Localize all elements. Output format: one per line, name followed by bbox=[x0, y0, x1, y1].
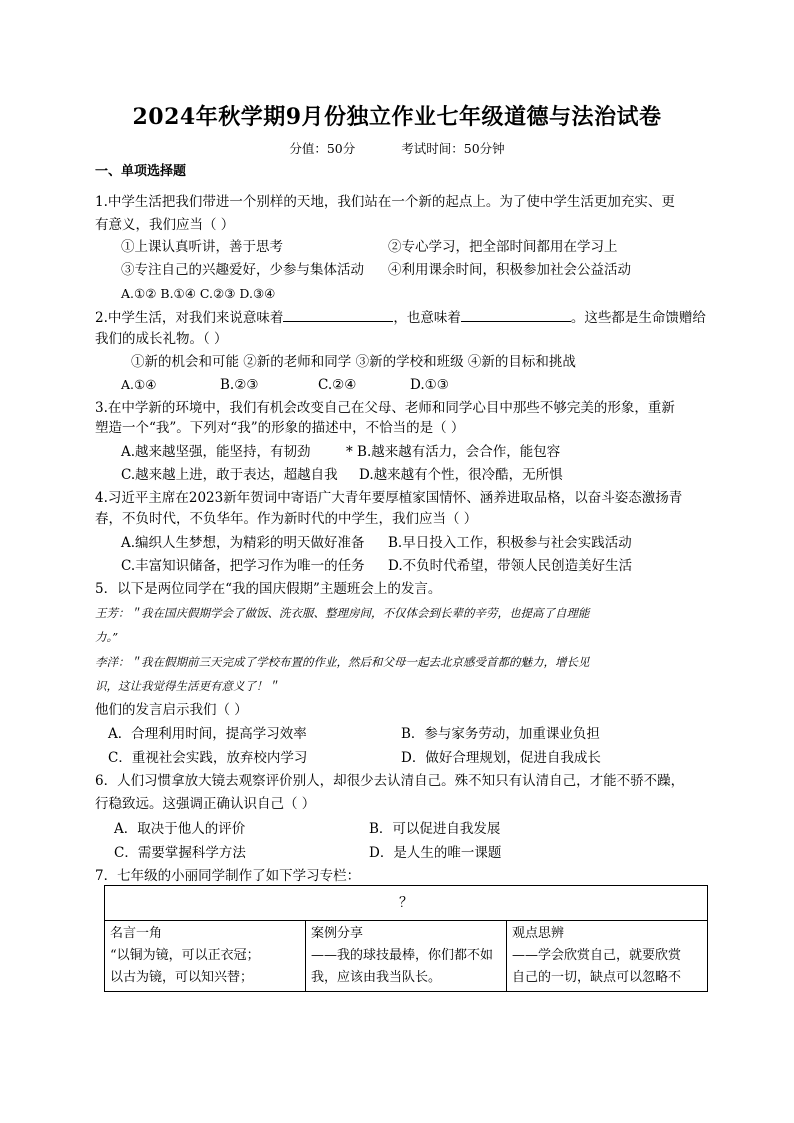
q5-option-c: C．重视社会实践，放弃校内学习 bbox=[108, 750, 308, 766]
q4-option-d: D.不负时代希望，带领人民创造美好生活 bbox=[388, 558, 633, 574]
q5-li-line2: 识，这让我觉得生活更有意义了！＂ bbox=[95, 679, 279, 693]
quotes-title: 名言一角 bbox=[110, 926, 163, 941]
q2-option-b: B.②③ bbox=[220, 377, 259, 393]
q5-li-line1: 李洋：＂我在假期前三天完成了学校布置的作业，然后和父母一起去北京感受首都的魅力，增长见 bbox=[95, 655, 590, 669]
q2-blank-2 bbox=[461, 307, 571, 322]
cases-line2: 我，应该由我当队长。 bbox=[311, 970, 442, 985]
views-title: 观点思辨 bbox=[512, 926, 565, 941]
q4-option-c: C.丰富知识储备，把学习作为唯一的任务 bbox=[121, 558, 365, 574]
q2-stem-part1: 2.中学生活，对我们来说意味着 bbox=[95, 310, 284, 326]
q3-option-a: A.越来越坚强，能坚持，有韧劲 bbox=[121, 444, 311, 460]
q2-blank-1 bbox=[283, 307, 393, 322]
q5-option-b: B．参与家务劳动，加重课业负担 bbox=[401, 726, 600, 742]
q3-stem-line2: 塑造一个“我”。下列对“我”的形象的描述中，不恰当的是（ ） bbox=[95, 420, 465, 436]
table-cell-quotes bbox=[105, 921, 306, 992]
q3-option-c: C.越来越上进，敢于表达，超越自我 bbox=[121, 467, 338, 483]
q3-option-b: * B.越来越有活力，会合作，能包容 bbox=[346, 444, 561, 460]
q7-stem: 7．七年级的小丽同学制作了如下学习专栏： bbox=[95, 868, 361, 884]
table-title-cell: ？ bbox=[105, 886, 708, 921]
q4-stem-line2: 春，不负时代，不负华年。作为新时代的中学生，我们应当（ ） bbox=[95, 511, 478, 527]
q3-stem-line1: 3.在中学新的环境中，我们有机会改变自己在父母、老师和同学心目中那些不够完美的形象，重新 bbox=[95, 400, 675, 416]
exam-title: 2024年秋学期9月份独立作业七年级道德与法治试卷 bbox=[132, 104, 662, 130]
q5-option-a: A．合理利用时间，提高学习效率 bbox=[108, 726, 307, 742]
q4-option-a: A.编织人生梦想，为精彩的明天做好准备 bbox=[121, 535, 365, 551]
cases-line1: ——我的球技最棒，你们都不如 bbox=[311, 948, 494, 963]
q2-option-c: C.②④ bbox=[318, 377, 357, 393]
exam-score: 分值：50分 bbox=[289, 141, 356, 156]
section-heading: 一、单项选择题 bbox=[95, 164, 187, 179]
q5-stem: 5．以下是两位同学在“我的国庆假期”主题班会上的发言。 bbox=[95, 581, 442, 597]
q6-stem-line1: 6．人们习惯拿放大镜去观察评价别人，却很少去认清自己。殊不知只有认清自己，才能不骄不躁， bbox=[95, 773, 685, 789]
q2-stem-line1 bbox=[95, 307, 706, 327]
q2-stem-line2: 我们的成长礼物。（ ） bbox=[95, 331, 228, 347]
q1-stem-line2: 有意义，我们应当（ ） bbox=[95, 217, 235, 233]
q5-option-d: D．做好合理规划，促进自我成长 bbox=[401, 750, 601, 766]
q2-stem-part2: ，也意味着 bbox=[393, 310, 461, 326]
q5-question: 他们的发言启示我们（ ） bbox=[95, 702, 248, 718]
q1-statement-2: ②专心学习，把全部时间都用在学习上 bbox=[388, 239, 618, 255]
q6-option-a: A．取决于他人的评价 bbox=[114, 821, 246, 837]
quotes-line2: 以古为镜，可以知兴替； bbox=[110, 970, 254, 985]
views-line2: 自己的一切，缺点可以忽略不 bbox=[512, 970, 682, 985]
quotes-line1: “以铜为镜，可以正衣冠； bbox=[110, 948, 260, 963]
q5-wang-line1: 王芳：＂我在国庆假期学会了做饭、洗衣服、整理房间，不仅体会到长辈的辛劳，也提高了自理能 bbox=[95, 606, 590, 620]
q1-statement-3: ③专注自己的兴趣爱好，少参与集体活动 bbox=[121, 262, 364, 278]
q2-option-d: D.①③ bbox=[410, 377, 449, 393]
q6-option-c: C．需要掌握科学方法 bbox=[114, 845, 246, 861]
q4-stem-line1: 4.习近平主席在2023新年贺词中寄语广大青年要厚植家国情怀、涵养进取品格，以奋斗姿态激扬青 bbox=[95, 490, 683, 506]
q1-statement-1: ①上课认真听讲，善于思考 bbox=[121, 239, 283, 255]
exam-time: 考试时间：50分钟 bbox=[401, 141, 505, 156]
q2-statements: ①新的机会和可能 ②新的老师和同学 ③新的学校和班级 ④新的目标和挑战 bbox=[131, 354, 576, 370]
cases-title: 案例分享 bbox=[311, 926, 364, 941]
table-cell-views bbox=[507, 921, 708, 992]
views-line1: ——学会欣赏自己，就要欣赏 bbox=[512, 948, 682, 963]
q3-option-d: D.越来越有个性，很冷酷，无所惧 bbox=[359, 467, 563, 483]
q2-stem-part3: 。这些都是生命馈赠给 bbox=[570, 310, 706, 326]
table-cell-cases bbox=[306, 921, 507, 992]
q1-statement-4: ④利用课余时间，积极参加社会公益活动 bbox=[388, 262, 631, 278]
q1-options: A.①② B.①④ C.②③ D.③④ bbox=[121, 286, 276, 301]
study-column-table bbox=[104, 885, 708, 992]
q4-option-b: B.早日投入工作，积极参与社会实践活动 bbox=[388, 535, 632, 551]
q2-option-a: A.①④ bbox=[121, 377, 157, 392]
q6-stem-line2: 行稳致远。这强调正确认识自己（ ） bbox=[95, 796, 316, 812]
q5-wang-line2: 力。” bbox=[95, 630, 119, 644]
q1-stem-line1: 1.中学生活把我们带进一个别样的天地，我们站在一个新的起点上。为了使中学生活更加充实、更 bbox=[95, 194, 675, 210]
q6-option-d: D．是人生的唯一课题 bbox=[369, 845, 502, 861]
q6-option-b: B．可以促进自我发展 bbox=[369, 821, 501, 837]
exam-meta bbox=[0, 139, 794, 157]
